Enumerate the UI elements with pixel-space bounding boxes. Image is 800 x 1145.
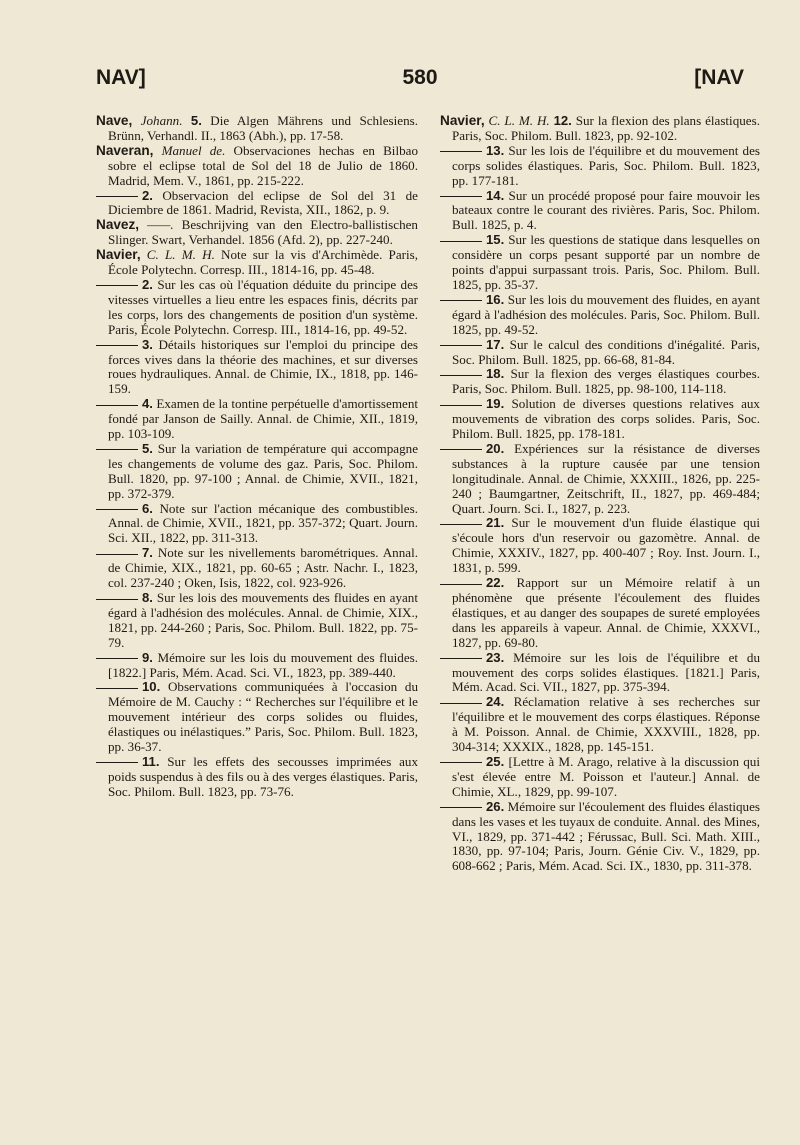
entry-number: 9.	[142, 649, 153, 665]
ditto-dash	[96, 554, 138, 555]
author-forenames: C. L. M. H.	[146, 247, 215, 263]
author-surname: Navier,	[96, 247, 141, 263]
entry-text: Note sur l'action mécanique des combustibles. Annal. de Chimie, XVII., 1821, pp. 357-372; Quart. Journ. Sci. XII., 1822, pp. 311-313.	[108, 500, 418, 546]
bibliography-entry	[96, 502, 418, 547]
left-column	[96, 114, 418, 800]
entry-text: Observaciones hechas en Bilbao sobre el eclipse total de Sol del 18 de Julio de 1860. Madrid, Mem. V., 1861, pp. 215-222.	[108, 142, 418, 188]
ditto-dash	[440, 524, 482, 525]
entry-text: Note sur les nivellements barométriques. Annal. de Chimie, XIX., 1821, pp. 60-65 ; Astr. Nachr. I., 1823, col. 237-240 ; Oken, Isis, 1822, col. 923-926.	[108, 545, 418, 591]
ditto-dash	[96, 688, 138, 689]
entry-number: 12.	[553, 113, 572, 128]
bibliography-entry	[96, 680, 418, 755]
entry-text: Die Algen Mährens und Schlesiens. Brünn, Verhandl. II., 1863 (Abh.), pp. 17-58.	[108, 113, 419, 143]
ditto-dash	[96, 762, 138, 763]
bibliography-entry	[96, 755, 418, 800]
ditto-dash	[440, 196, 482, 197]
ditto-dash	[440, 151, 482, 152]
entry-number: 11.	[142, 753, 160, 769]
header-left: NAV]	[96, 66, 146, 89]
entry-number: 2.	[142, 187, 153, 203]
entry-text: Examen de la tontine perpétuelle d'amortissement fondé par Janson de Sailly. Annal. de Chimie, XII., 1819, pp. 103-109.	[108, 396, 418, 442]
entry-number: 19.	[486, 396, 505, 412]
ditto-dash	[440, 241, 482, 242]
entry-text: Sur les lois du mouvement des fluides, en ayant égard à l'adhésion des molécules. Paris, Soc. Philom. Bull. 1825, pp. 49-52.	[452, 291, 760, 337]
bibliography-entry	[96, 338, 418, 398]
entry-number: 24.	[486, 694, 505, 710]
entry-number: 7.	[142, 545, 153, 561]
bibliography-entry	[440, 114, 760, 144]
entry-text: Sur le calcul des conditions d'inégalité. Paris, Soc. Philom. Bull. 1825, pp. 66-68, 81-84.	[452, 336, 760, 367]
entry-number: 14.	[486, 187, 505, 203]
header-right: [NAV	[694, 66, 744, 89]
bibliography-entry	[440, 367, 760, 397]
ditto-dash	[440, 762, 482, 763]
ditto-dash	[96, 599, 138, 600]
bibliography-entry	[96, 546, 418, 591]
entry-text: Réclamation relative à ses recherches sur l'équilibre et le mouvement des corps élastiques. Réponse à M. Poisson. Annal. de Chimie, XXXVIII., 1828, pp. 304-314; XXXIX., 1828, pp. 145-151.	[452, 694, 760, 755]
entry-text: Sur la flexion des plans élastiques. Paris, Soc. Philom. Bull. 1823, pp. 92-102.	[452, 113, 760, 143]
entry-number: 4.	[142, 396, 153, 412]
entry-text: Observacion del eclipse de Sol del 31 de Diciembre de 1861. Madrid, Revista, XII., 1862, p. 9.	[108, 187, 418, 218]
entry-text: Sur les cas où l'équation déduite du principe des vitesses virtuelles a lieu entre les espaces finis, décrits par les corps, lors des changements de position d'un système. Paris, École Polytechn. Corresp. III., 1814-16, pp. 49-52.	[108, 276, 418, 337]
ditto-dash	[440, 449, 482, 450]
entry-text: Sur un procédé proposé pour faire mouvoir les bateaux contre le courant des rivières. Paris, Soc. Philom. Bull. 1825, p. 4.	[452, 187, 760, 233]
entry-text: [Lettre à M. Arago, relative à la discussion qui s'est élevée entre M. Poisson et l'auteur.] Annal. de Chimie, XL., 1829, pp. 99-107.	[452, 753, 760, 799]
entry-number: 2.	[142, 276, 153, 292]
ditto-dash	[440, 375, 482, 376]
ditto-dash	[440, 807, 482, 808]
bibliography-entry	[96, 114, 418, 144]
ditto-dash	[440, 405, 482, 406]
bibliography-entry	[440, 189, 760, 234]
ditto-dash	[440, 300, 482, 301]
author-forenames: Johann.	[140, 113, 183, 128]
author-surname: Navier,	[440, 113, 485, 128]
entry-text: Rapport sur un Mémoire relatif à un phénomène que présente l'écoulement des fluides élastiques, et au danger des soupapes de sureté employées dans les appareils à vapeur. Annal. de Chimie, XXXVI., 1827, pp. 69-80.	[452, 575, 760, 650]
author-surname: Navez,	[96, 217, 140, 233]
entry-text: Beschrijving van den Electro-ballistischen Slinger. Swart, Verhandel. 1856 (Afd. 2), pp. 227-240.	[108, 217, 418, 248]
ditto-dash	[96, 509, 138, 510]
entry-number: 26.	[486, 798, 505, 814]
entry-number: 22.	[486, 575, 505, 591]
ditto-dash	[440, 703, 482, 704]
entry-number: 5.	[190, 113, 202, 128]
bibliography-entry	[96, 144, 418, 189]
bibliography-entry	[440, 576, 760, 651]
entry-text: Expériences sur la résistance de diverses substances à la rupture causée par une tension longitudinale. Annal. de Chimie, XXXIII., 1826, pp. 225-240 ; Baumgartner, Zeitschrift, II., 1827, pp. 469-484; Quart. Journ. Sci. I., 1827, p. 223.	[452, 440, 760, 516]
bibliography-entry	[440, 651, 760, 696]
bibliography-entry	[96, 278, 418, 338]
ditto-dash	[440, 584, 482, 585]
entry-text: Mémoire sur les lois du mouvement des fluides. [1822.] Paris, Mém. Acad. Sci. VI., 1823, pp. 389-440.	[108, 649, 418, 680]
bibliography-entry	[440, 144, 760, 189]
entry-number: 21.	[486, 515, 505, 531]
entry-text: Sur les questions de statique dans lesquelles on considère un corps pesant supporté par un nombre de points d'appui surpassant trois. Paris, Soc. Philom. Bull. 1825, pp. 35-37.	[452, 232, 760, 292]
entry-number: 3.	[142, 336, 153, 352]
bibliography-entry	[440, 442, 760, 517]
entry-text: Sur le mouvement d'un fluide élastique qui s'écoule hors d'un reservoir ou gazomètre. Annal. de Chimie, XXXIV., 1827, pp. 400-407 ; Roy. Inst. Journ. I., 1831, p. 599.	[452, 515, 760, 576]
entry-text: Observations communiquées à l'occasion du Mémoire de M. Cauchy : “ Recherches sur l'équilibre et le mouvement intérieur des corps solides ou fluides, élastiques ou inélastiques.” Paris, Soc. Philom. Bull. 1823, pp. 36-37.	[108, 679, 418, 755]
entry-number: 15.	[486, 232, 505, 248]
bibliography-entry	[440, 338, 760, 368]
bibliography-entry	[440, 293, 760, 338]
bibliography-entry	[96, 189, 418, 219]
entry-text: Note sur la vis d'Archimède. Paris, École Polytechn. Corresp. III., 1814-16, pp. 45-48.	[108, 247, 418, 278]
running-header	[96, 66, 744, 100]
entry-text: Sur la variation de température qui accompagne les changements de volume des gaz. Paris, Soc. Philom. Bull. 1820, pp. 97-100 ; Annal. de Chimie, XVII., 1821, pp. 372-379.	[108, 440, 418, 501]
bibliography-entry	[96, 442, 418, 502]
ditto-dash	[96, 449, 138, 450]
entry-text: Sur les effets des secousses imprimées aux poids suspendus à des fils ou à des verges élastiques. Paris, Soc. Philom. Bull. 1823, pp. 73-76.	[108, 753, 418, 799]
entry-text: Sur les lois des mouvements des fluides en ayant égard à l'adhésion des molécules. Annal. de Chimie, XIX., 1821, pp. 244-260 ; Paris, Soc. Philom. Bull. 1822, pp. 75-79.	[108, 590, 418, 650]
bibliography-entry	[96, 248, 418, 278]
entry-number: 20.	[486, 440, 505, 456]
entry-text: Mémoire sur l'écoulement des fluides élastiques dans les vases et les tuyaux de conduite. Annal. des Mines, VI., 1829, pp. 371-442 ; Férussac, Bull. Sci. Math. XIII., 1830, pp. 97-104; Paris, Journ. Génie Civ. V., 1829, pp. 608-662 ; Paris, Mém. Acad. Sci. IX., 1830, pp. 311-378.	[452, 798, 761, 874]
entry-number: 17.	[486, 336, 505, 352]
bibliography-entry	[96, 397, 418, 442]
entry-number: 5.	[142, 440, 153, 456]
ditto-dash	[96, 196, 138, 197]
bibliography-entry	[440, 755, 760, 800]
entry-text: Mémoire sur les lois de l'équilibre et du mouvement des corps solides élastiques. [1821.] Paris, Mém. Acad. Sci. VII., 1827, pp. 375-394.	[452, 649, 761, 695]
entry-number: 23.	[486, 649, 505, 665]
entry-text: Sur les lois de l'équilibre et du mouvement des corps solides élastiques. Paris, Soc. Philom. Bull. 1823, pp. 177-181.	[452, 142, 760, 188]
bibliography-entry	[440, 695, 760, 755]
ditto-dash	[440, 658, 482, 659]
entry-number: 8.	[142, 590, 153, 605]
entry-number: 10.	[142, 679, 161, 695]
author-surname: Naveran,	[96, 142, 154, 158]
bibliography-entry	[440, 233, 760, 293]
author-surname: Nave,	[96, 113, 133, 128]
entry-number: 18.	[486, 366, 505, 382]
entry-number: 13.	[486, 142, 505, 158]
entry-number: 25.	[486, 753, 505, 769]
ditto-dash	[96, 285, 138, 286]
bibliography-entry	[96, 651, 418, 681]
bibliography-entry	[96, 591, 418, 651]
ditto-dash	[96, 658, 138, 659]
bibliography-entry	[96, 218, 418, 248]
author-forenames: ——.	[147, 217, 174, 233]
bibliography-entry	[440, 397, 760, 442]
entry-text: Solution de diverses questions relatives aux mouvements de vibration des corps solides. Paris, Soc. Philom. Bull. 1825, pp. 178-181.	[452, 396, 760, 442]
ditto-dash	[96, 345, 138, 346]
right-column	[440, 114, 760, 874]
author-forenames: C. L. M. H.	[488, 113, 550, 128]
entry-text: Sur la flexion des verges élastiques courbes. Paris, Soc. Philom. Bull. 1825, pp. 98-100, 114-118.	[452, 366, 760, 397]
entry-text: Détails historiques sur l'emploi du principe des forces vives dans la théorie des machines, et sur diverses roues hydrauliques. Annal. de Chimie, IX., 1818, pp. 146-159.	[108, 336, 418, 397]
ditto-dash	[440, 345, 482, 346]
page-number: 580	[402, 66, 438, 89]
bibliography-entry	[440, 516, 760, 576]
ditto-dash	[96, 405, 138, 406]
bibliography-entry	[440, 800, 760, 875]
entry-number: 16.	[486, 291, 505, 307]
author-forenames: Manuel de.	[161, 142, 226, 158]
entry-number: 6.	[142, 500, 153, 516]
